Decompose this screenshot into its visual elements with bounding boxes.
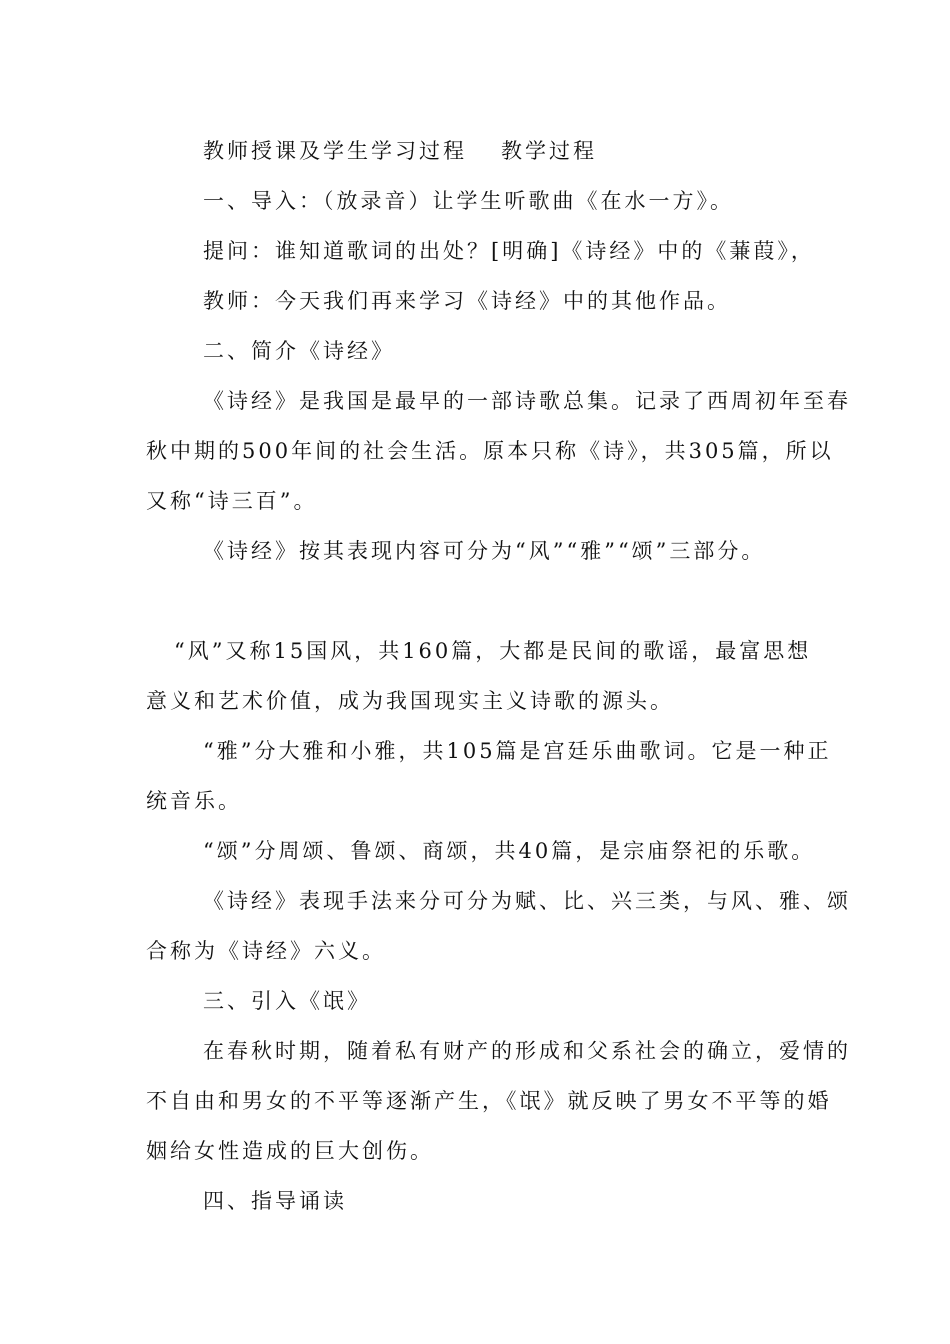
shijing-line-1: 《诗经》是我国是最早的一部诗歌总集。记录了西周初年至春 — [203, 389, 851, 413]
shijing-line-3: 又称“诗三百”。 — [146, 489, 318, 513]
mang-line-1: 在春秋时期，随着私有财产的形成和父系社会的确立，爱情的 — [203, 1039, 851, 1063]
method-line-1: 《诗经》表现手法来分可分为赋、比、兴三类，与风、雅、颂 — [203, 889, 851, 913]
ya-line-2: 统音乐。 — [146, 789, 242, 813]
teacher-paragraph: 教师：今天我们再来学习《诗经》中的其他作品。 — [203, 289, 731, 313]
ya-line-1: “雅”分大雅和小雅，共105篇是宫廷乐曲歌词。它是一种正 — [203, 739, 832, 763]
shijing-line-2: 秋中期的500年间的社会生活。原本只称《诗》，共305篇，所以 — [146, 439, 834, 463]
mang-line-3: 姻给女性造成的巨大创伤。 — [146, 1139, 434, 1163]
song-paragraph: “颂”分周颂、鲁颂、商颂，共40篇，是宗庙祭祀的乐歌。 — [203, 839, 816, 863]
parts-paragraph: 《诗经》按其表现内容可分为“风”“雅”“颂”三部分。 — [203, 539, 766, 563]
mang-line-2: 不自由和男女的不平等逐渐产生，《氓》就反映了男女不平等的婚 — [146, 1089, 832, 1113]
section-4-heading: 四、指导诵读 — [203, 1189, 347, 1213]
header-line — [203, 136, 597, 166]
question-paragraph: 提问：谁知道歌词的出处？[明确]《诗经》中的《蒹葭》， — [203, 239, 815, 263]
intro-paragraph: 一、导入：（放录音）让学生听歌曲《在水一方》。 — [203, 189, 734, 213]
section-2-heading: 二、简介《诗经》 — [203, 339, 395, 363]
feng-line-2: 意义和艺术价值，成为我国现实主义诗歌的源头。 — [146, 689, 674, 713]
section-3-heading: 三、引入《氓》 — [203, 989, 371, 1013]
method-line-2: 合称为《诗经》六义。 — [146, 939, 386, 963]
header-left-text: 教师授课及学生学习过程 — [203, 139, 467, 163]
feng-line-1: “风”又称15国风，共160篇，大都是民间的歌谣，最富思想 — [174, 639, 812, 663]
header-right-text: 教学过程 — [501, 139, 597, 163]
